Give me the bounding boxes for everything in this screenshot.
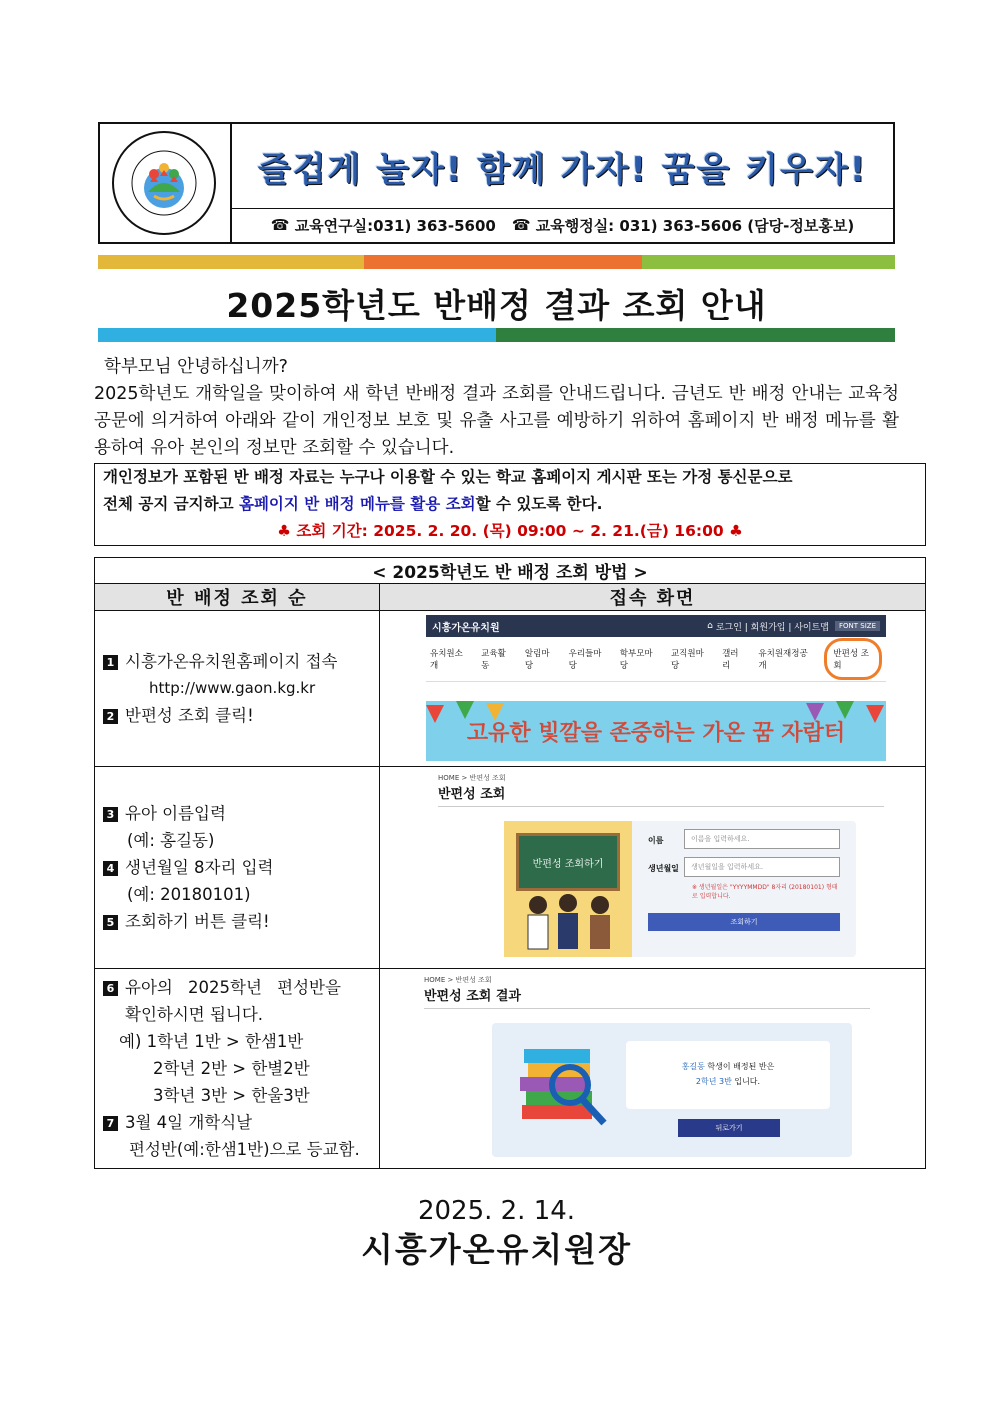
step-cell-3 <box>95 969 380 1169</box>
contact-line <box>232 208 893 242</box>
slogan: 즐겁게 놀자! 함께 가자! 꿈을 키우자! <box>232 124 893 209</box>
step-text: 편성반(예:한샘1반)으로 등교함. <box>129 1140 360 1159</box>
step-example: 3학년 3반 > 한울3반 <box>153 1086 310 1105</box>
table-row <box>95 969 926 1169</box>
menu-item[interactable]: 학부모마당 <box>619 649 653 671</box>
site-banner <box>426 701 886 761</box>
step-number: 1 <box>103 655 118 670</box>
birth-hint: ※ 생년월일은 "YYYYMMDD" 8자리 (20180101) 형태로 입력합니다. <box>692 884 838 900</box>
step-text: 3월 4일 개학식날 <box>125 1113 253 1132</box>
students-illustration <box>504 891 632 957</box>
result-message <box>626 1041 830 1109</box>
result-text: 입니다. <box>731 1077 761 1086</box>
principal-signature: 시흥가온유치원장 <box>360 1230 633 1269</box>
color-bar-blue <box>98 328 496 342</box>
logo-cell <box>100 124 232 242</box>
menu-item-class-lookup[interactable]: 반편성 조회 <box>824 638 882 680</box>
step-example: 예) 1학년 1반 > 한샘1반 <box>119 1032 304 1051</box>
screenshot-cell-3 <box>380 969 926 1169</box>
step-example: (예: 홍길동) <box>127 831 215 850</box>
issue-date: 2025. 2. 14. <box>417 1196 576 1226</box>
kindergarten-logo <box>108 130 220 236</box>
birth-label: 생년월일 <box>648 864 679 873</box>
menu-item[interactable]: 교직원마당 <box>670 649 704 671</box>
lookup-button[interactable]: 조회하기 <box>648 913 840 931</box>
menu-item[interactable]: 교육활동 <box>481 649 506 671</box>
color-bar-green <box>642 255 895 269</box>
breadcrumb: HOME > 반편성 조회 <box>438 774 506 782</box>
result-card <box>492 1023 852 1157</box>
step-text: 확인하시면 됩니다. <box>125 1005 264 1024</box>
name-label: 이름 <box>648 836 664 845</box>
notice-line2 <box>103 491 917 518</box>
birth-input[interactable]: 생년월일을 입력하세요. <box>684 857 840 877</box>
result-class: 2학년 3반 <box>695 1077 732 1086</box>
step-text: 유아의 2025학년 편성반을 <box>125 978 341 997</box>
form-card <box>504 821 856 957</box>
step-number: 7 <box>103 1116 118 1131</box>
step-cell-1 <box>95 611 380 767</box>
notice-line2-c: 할 수 있도록 한다. <box>475 495 603 513</box>
step-text: 조회하기 버튼 클릭! <box>125 912 270 931</box>
top-links[interactable]: 로그인 | 회원가입 | 사이트맵 <box>715 622 829 633</box>
illustration <box>504 821 632 957</box>
font-size-control[interactable]: FONT SIZE <box>835 621 880 631</box>
lookup-form-screenshot <box>438 773 884 963</box>
telephone-icon: ☎ <box>511 216 536 234</box>
step-text: 시흥가온유치원홈페이지 접속 <box>125 652 338 671</box>
column-header-screen: 접속 화면 <box>380 584 926 611</box>
greeting: 학부모님 안녕하십니까? <box>104 357 288 377</box>
site-menu <box>426 637 886 682</box>
step-number: 5 <box>103 915 118 930</box>
menu-item[interactable]: 알림마당 <box>524 649 550 671</box>
step-number: 3 <box>103 807 118 822</box>
step-text: 생년월일 8자리 입력 <box>125 858 274 877</box>
screenshot-cell-2 <box>380 767 926 969</box>
result-text: 학생이 배정된 반은 <box>704 1062 775 1071</box>
menu-item[interactable]: 유치원소개 <box>430 649 463 671</box>
chalkboard: 반편성 조회하기 <box>516 833 620 891</box>
header-box <box>98 122 895 244</box>
breadcrumb: HOME > 반편성 조회 <box>424 976 492 984</box>
back-button[interactable]: 뒤로가기 <box>678 1119 780 1137</box>
menu-item[interactable]: 우리들마당 <box>568 649 602 671</box>
step-number: 4 <box>103 861 118 876</box>
color-bar-yellow <box>98 255 364 269</box>
banner-slogan: 고유한 빛깔을 존중하는 가온 꿈 자람터 <box>466 720 846 746</box>
name-input[interactable]: 이름을 입력하세요. <box>684 829 840 849</box>
divider <box>438 806 884 807</box>
lookup-period: ♣ 조회 기간: 2025. 2. 20. (목) 09:00 ~ 2. 21.(금) 16:00 ♣ <box>277 522 743 540</box>
notice-box <box>94 463 926 546</box>
screen-title: 반편성 조회 결과 <box>424 989 521 1004</box>
step-cell-2 <box>95 767 380 969</box>
result-student-name: 홍길동 <box>681 1062 705 1071</box>
steps-table <box>94 557 926 1169</box>
menu-item[interactable]: 유치원재정공개 <box>758 649 808 671</box>
home-icon: ⌂ <box>707 621 713 631</box>
step-example: 2학년 2반 > 한별2반 <box>153 1059 310 1078</box>
step-text: 유아 이름입력 <box>125 804 226 823</box>
homepage-url[interactable]: http://www.gaon.kg.kr <box>149 679 316 697</box>
notice-line2-highlight: 홈페이지 반 배정 메뉴를 활용 조회 <box>238 495 476 513</box>
result-screenshot <box>424 975 870 1163</box>
screenshot-cell-1 <box>380 611 926 767</box>
intro-text <box>94 354 899 462</box>
step-example: (예: 20180101) <box>127 885 251 904</box>
notice-line1: 개인정보가 포함된 반 배정 자료는 누구나 이용할 수 있는 학교 홈페이지 게시판 또는 가정 통신문으로 <box>103 468 793 486</box>
homepage-screenshot <box>426 615 886 763</box>
notice-line2-a: 전체 공지 금지하고 <box>103 495 239 513</box>
color-bar-darkgreen <box>496 328 895 342</box>
divider <box>424 1008 870 1009</box>
menu-item[interactable]: 갤러리 <box>722 649 739 671</box>
step-number: 6 <box>103 981 118 996</box>
contact-admin: 교육행정실: 031) 363-5606 (담당-정보홍보) <box>535 216 855 235</box>
table-caption: < 2025학년도 반 배정 조회 방법 > <box>95 558 926 584</box>
site-topbar <box>426 615 886 637</box>
books-magnifier-icon <box>512 1035 622 1145</box>
contact-research: 교육연구실:031) 363-5600 <box>294 216 496 235</box>
table-row <box>95 767 926 969</box>
intro-body: 2025학년도 개학일을 맞이하여 새 학년 반배정 결과 조회를 안내드립니다. 금년도 반 배정 안내는 교육청 공문에 의거하여 아래와 같이 개인정보 보호 및 유출 사고를 예방하기 위하여 홈페이지 반 배정 메뉴를 활용하여 유아 본인의 정보만 조회할 수 있습니다. <box>94 384 899 458</box>
color-bar-orange <box>364 255 642 269</box>
step-text: 반편성 조회 클릭! <box>125 706 254 725</box>
telephone-icon: ☎ <box>270 216 295 234</box>
page-title: 2025학년도 반배정 결과 조회 안내 <box>226 286 767 325</box>
site-name: 시흥가온유치원 <box>432 622 500 634</box>
screen-title: 반편성 조회 <box>438 787 506 802</box>
column-header-steps: 반 배정 조회 순 <box>95 584 380 611</box>
step-number: 2 <box>103 709 118 724</box>
table-row <box>95 611 926 767</box>
